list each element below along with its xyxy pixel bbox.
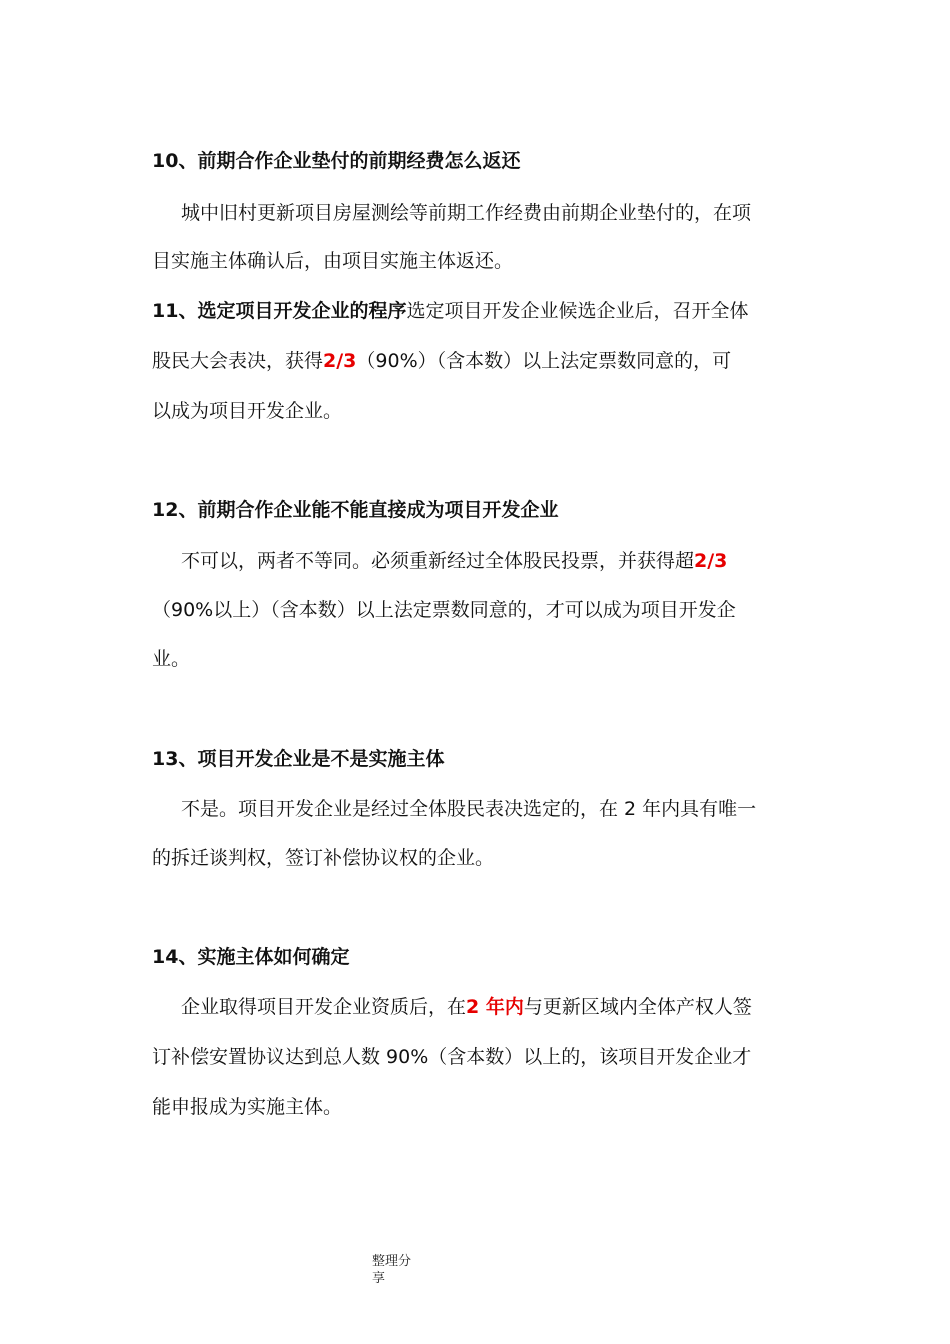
- section-11-text-line-3: 以成为项目开发企业。: [152, 400, 343, 422]
- highlight-duration: 2 年内: [466, 996, 524, 1018]
- section-14-heading: 14、实施主体如何确定: [152, 946, 350, 968]
- section-12-heading: 12、前期合作企业能不能直接成为项目开发企业: [152, 499, 559, 521]
- section-13-text-line-1: 不是。项目开发企业是经过全体股民表决选定的，在 2 年内具有唯一: [181, 798, 757, 820]
- section-11-text: 股民大会表决，获得: [152, 350, 324, 372]
- highlight-fraction: 2/3: [323, 350, 357, 372]
- footer-line-2: 享: [372, 1271, 386, 1286]
- section-14-text-line-2: 订补偿安置协议达到总人数 90%（含本数）以上的，该项目开发企业才: [152, 1046, 752, 1068]
- section-13-text-line-2: 的拆迁谈判权，签订补偿协议权的企业。: [152, 847, 495, 869]
- section-11-line-1: [152, 298, 832, 324]
- section-12-text: 不可以，两者不等同。必须重新经过全体股民投票，并获得超: [181, 550, 695, 572]
- section-12-text-line-3: 业。: [152, 648, 191, 670]
- section-14-line-1: [181, 994, 861, 1020]
- section-12-text-line-2: （90%以上）（含本数）以上法定票数同意的，才可以成为项目开发企: [152, 599, 736, 621]
- section-11-text: （90%）（含本数）以上法定票数同意的，可: [356, 350, 732, 372]
- highlight-fraction: 2/3: [694, 550, 728, 572]
- section-11-heading: 11、选定项目开发企业的程序: [152, 300, 407, 322]
- page-footer: [372, 1253, 432, 1287]
- section-14-text-line-3: 能申报成为实施主体。: [152, 1096, 343, 1118]
- section-11-line-2: [152, 348, 832, 374]
- section-13-heading: 13、项目开发企业是不是实施主体: [152, 748, 445, 770]
- section-14-text: 企业取得项目开发企业资质后，在: [181, 996, 467, 1018]
- section-10-text-line-1: 城中旧村更新项目房屋测绘等前期工作经费由前期企业垫付的，在项: [181, 202, 752, 224]
- section-11-text: 选定项目开发企业候选企业后，召开全体: [406, 300, 749, 322]
- footer-line-1: 整理分: [372, 1254, 412, 1269]
- section-14-text: 与更新区域内全体产权人签: [523, 996, 752, 1018]
- section-12-line-1: [181, 548, 861, 574]
- section-10-text-line-2: 目实施主体确认后，由项目实施主体返还。: [152, 250, 514, 272]
- section-10-heading: 10、前期合作企业垫付的前期经费怎么返还: [152, 150, 521, 172]
